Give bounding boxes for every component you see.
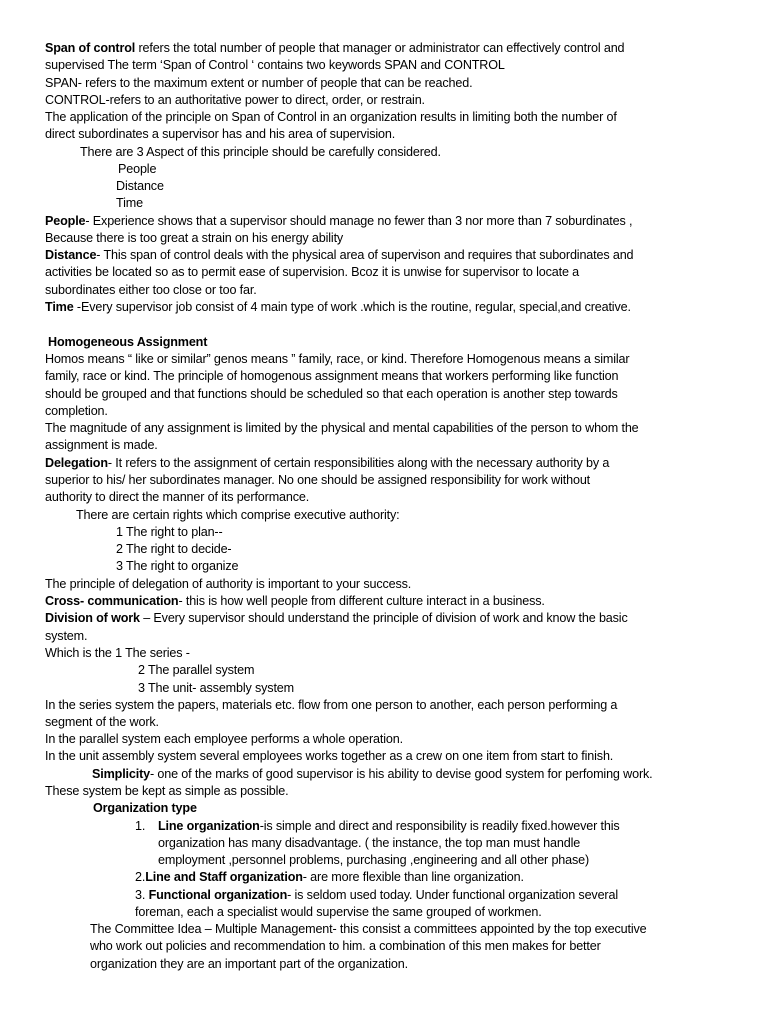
text-line	[118, 161, 156, 178]
list-number: 3.	[135, 888, 149, 902]
bold-term: Line organization	[158, 819, 260, 833]
text-line	[90, 956, 408, 973]
text-line	[45, 351, 629, 368]
bold-term: Line and Staff organization	[145, 870, 303, 884]
text-line	[135, 869, 524, 886]
line-text: - is seldom used today. Under functional organization several	[287, 888, 618, 902]
line-text: 2 The parallel system	[138, 663, 255, 677]
text-line	[45, 264, 579, 281]
bold-term: Time	[45, 300, 74, 314]
text-line	[45, 403, 108, 420]
text-line	[45, 109, 617, 126]
text-line	[135, 818, 619, 835]
bold-term: Distance	[45, 248, 97, 262]
text-line	[76, 507, 399, 524]
text-line	[45, 92, 425, 109]
text-line	[92, 766, 652, 783]
line-text: supervised The term ‘Span of Control ‘ contains two keywords SPAN and CONTROL	[45, 58, 505, 72]
text-line	[45, 576, 411, 593]
line-text: family, race or kind. The principle of homogenous assignment means that workers performing like function	[45, 369, 619, 383]
text-line	[135, 904, 542, 921]
line-text: activities be located so as to permit ease of supervision. Bcoz it is unwise for supervisor to locate a	[45, 265, 580, 279]
line-text: - This span of control deals with the physical area of supervison and requires that subordinates and	[96, 248, 634, 262]
line-text: refers the total number of people that manager or administrator can effectively control and	[135, 41, 625, 55]
text-line	[45, 731, 403, 748]
text-line	[45, 714, 159, 731]
text-line	[158, 852, 589, 869]
line-text: 1 The right to plan--	[116, 525, 223, 539]
bold-term: Simplicity	[92, 767, 150, 781]
bold-term: Span of control	[45, 41, 136, 55]
list-number: 2.	[135, 870, 146, 884]
text-line	[45, 455, 609, 472]
line-text: - this is how well people from different culture interact in a business.	[178, 594, 545, 608]
line-text: The Committee Idea – Multiple Management- this consist a committees appointed by the top executive	[90, 922, 647, 936]
text-line	[45, 40, 624, 57]
line-text: - Experience shows that a supervisor should manage no fewer than 3 nor more than 7 soburdinates ,	[85, 214, 633, 228]
bold-term: Homogeneous Assignment	[48, 335, 208, 349]
text-line	[45, 126, 395, 143]
line-text: The application of the principle on Span of Control in an organization results in limiting both the number of	[45, 110, 617, 124]
text-line	[116, 524, 223, 541]
text-line	[45, 645, 190, 662]
text-line	[45, 299, 631, 316]
text-line	[138, 662, 254, 679]
text-line	[45, 230, 343, 247]
text-line	[45, 628, 87, 645]
text-line	[116, 558, 238, 575]
line-text: superior to his/ her subordinates manager. No one should be assigned responsibility for work without	[45, 473, 591, 487]
text-line	[45, 472, 590, 489]
line-text: Distance	[116, 179, 164, 193]
text-line	[90, 938, 601, 955]
line-text: foreman, each a specialist would supervise the same grouped of workmen.	[135, 905, 542, 919]
text-line	[45, 593, 545, 610]
line-text: There are certain rights which comprise executive authority:	[76, 508, 400, 522]
text-line	[93, 800, 197, 817]
text-line	[45, 247, 633, 264]
line-text: These system be kept as simple as possible.	[45, 784, 289, 798]
bold-term: Cross- communication	[45, 594, 179, 608]
text-line	[138, 680, 294, 697]
line-text: who work out policies and recommendation to him. a combination of this men makes for better	[90, 939, 601, 953]
text-line	[45, 420, 639, 437]
line-text: segment of the work.	[45, 715, 159, 729]
line-text: organization they are an important part of the organization.	[90, 957, 408, 971]
line-text: Which is the 1 The series -	[45, 646, 190, 660]
bold-term: Organization type	[93, 801, 197, 815]
line-text: 3 The right to organize	[116, 559, 239, 573]
text-line	[116, 178, 164, 195]
line-text: People	[118, 162, 157, 176]
line-text: - are more flexible than line organization.	[302, 870, 524, 884]
text-line	[45, 697, 617, 714]
line-text: There are 3 Aspect of this principle should be carefully considered.	[80, 145, 441, 159]
bold-term: Delegation	[45, 456, 108, 470]
line-text: completion.	[45, 404, 108, 418]
line-text: SPAN- refers to the maximum extent or number of people that can be reached.	[45, 76, 473, 90]
text-line	[45, 386, 618, 403]
line-text: -is simple and direct and responsibility is readily fixed.however this	[259, 819, 620, 833]
text-line	[80, 144, 441, 161]
line-text: In the series system the papers, materials etc. flow from one person to another, each person performing a	[45, 698, 618, 712]
text-line	[45, 610, 628, 627]
text-line	[48, 334, 207, 351]
text-line	[45, 213, 632, 230]
line-text: - one of the marks of good supervisor is his ability to devise good system for perfoming work.	[150, 767, 653, 781]
line-text: organization has many disadvantage. ( the instance, the top man must handle	[158, 836, 581, 850]
list-number: 1.	[135, 819, 146, 833]
line-text: The principle of delegation of authority is important to your success.	[45, 577, 412, 591]
line-text: In the unit assembly system several employees works together as a crew on one item from start to finish.	[45, 749, 614, 763]
text-line	[90, 921, 647, 938]
text-line	[45, 783, 288, 800]
line-text: should be grouped and that functions should be scheduled so that each operation is another step towards	[45, 387, 618, 401]
line-text: subordinates either too close or too far.	[45, 283, 257, 297]
line-text: assignment is made.	[45, 438, 158, 452]
text-line	[45, 437, 158, 454]
line-text: -Every supervisor job consist of 4 main type of work .which is the routine, regular, special,and creative.	[73, 300, 631, 314]
line-text: 3 The unit- assembly system	[138, 681, 294, 695]
line-text: direct subordinates a supervisor has and his area of supervision.	[45, 127, 396, 141]
text-line	[135, 887, 618, 904]
text-line	[45, 748, 613, 765]
text-line	[116, 195, 143, 212]
line-text: The magnitude of any assignment is limited by the physical and mental capabilities of the person to whom the	[45, 421, 639, 435]
text-line	[45, 282, 257, 299]
line-text: authority to direct the manner of its performance.	[45, 490, 310, 504]
line-text: Because there is too great a strain on his energy ability	[45, 231, 344, 245]
bold-term: People	[45, 214, 86, 228]
text-line	[158, 835, 580, 852]
line-text: – Every supervisor should understand the principle of division of work and know the basic	[139, 611, 628, 625]
line-text: Time	[116, 196, 143, 210]
bold-term: Division of work	[45, 611, 140, 625]
text-line	[116, 541, 231, 558]
line-text: In the parallel system each employee performs a whole operation.	[45, 732, 403, 746]
line-text: system.	[45, 629, 88, 643]
line-text: 2 The right to decide-	[116, 542, 232, 556]
text-line	[45, 57, 505, 74]
bold-term: Functional organization	[148, 888, 288, 902]
line-text: employment ,personnel problems, purchasing ,engineering and all other phase)	[158, 853, 590, 867]
text-line	[45, 489, 309, 506]
line-text: CONTROL-refers to an authoritative power to direct, order, or restrain.	[45, 93, 425, 107]
text-line	[45, 75, 472, 92]
text-line	[45, 368, 618, 385]
line-text: - It refers to the assignment of certain responsibilities along with the necessary authority by a	[107, 456, 610, 470]
line-text: Homos means “ like or similar” genos means ” family, race, or kind. Therefore Homogenous means a similar	[45, 352, 630, 366]
